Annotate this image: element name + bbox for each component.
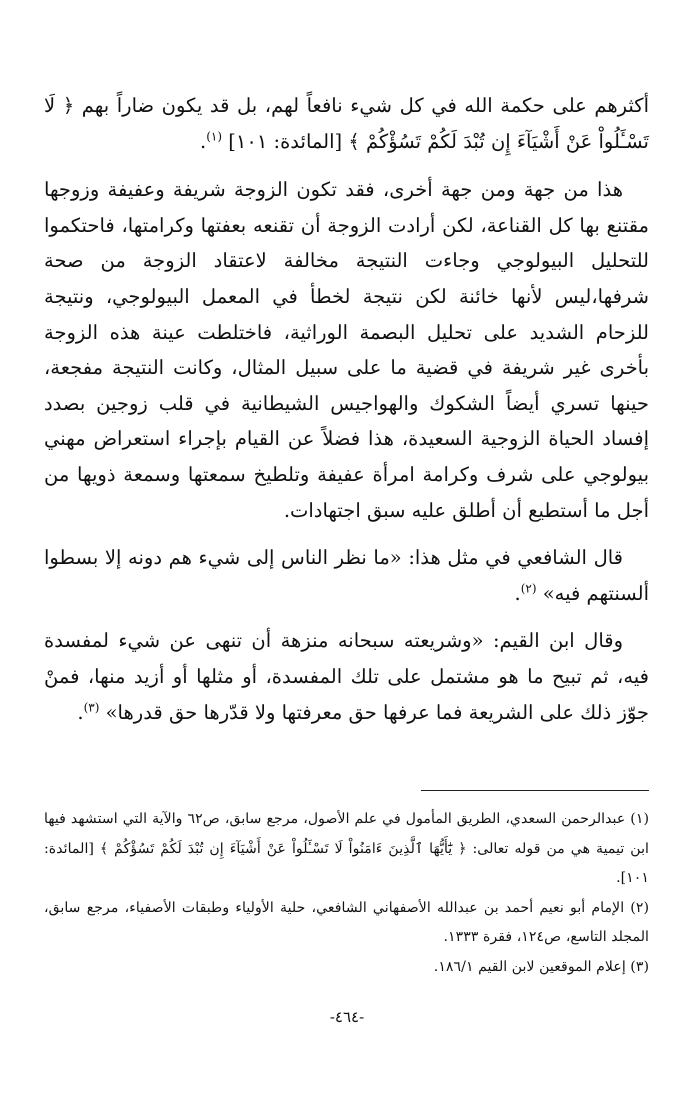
paragraph-3-text: قال الشافعي في مثل هذا: «ما نظر الناس إلى شيء هم دونه إلا بسطوا ألسنتهم فيه» — [44, 546, 649, 605]
paragraph-1-end: . — [200, 129, 207, 153]
footnote-ref-2[interactable]: (٢) — [520, 581, 537, 596]
footnote-1: (١) عبدالرحمن السعدي، الطريق المأمول في علم الأصول، مرجع سابق، ص٦٢ والآية التي استشهد فيها ابن تيمية هي من قوله تعالى: ﴿ يَٰٓأَيُّهَا ٱلَّذِينَ ءَامَنُواْ لَا تَسْـَٔلُواْ عَنْ أَشْيَآءَ إِن تُبْدَ لَكُمْ تَسُؤْكُمْ ﴾ [المائدة: ١٠١]. — [44, 811, 649, 886]
main-text — [44, 88, 649, 742]
paragraph-2-text: هذا من جهة ومن جهة أخرى، فقد تكون الزوجة شريفة وعفيفة وزوجها مقتنع بها كل القناعة، لكن أرادت الزوجة أن تقنعه بعفتها وكرامتها، فاحتكموا للتحليل البيولوجي وجاءت النتيجة مخالفة لاعتقاد الزوجة من صحة شرفها،ليس لأنها خائنة لكن نتيجة لخطأ في المعمل البيولوجي، ونتيجة للزحام الشديد على تحليل البصمة الوراثية، فاختلطت عينة هذه الزوجة بأخرى غير شريفة في قضية ما على سبيل المثال، وكانت النتيجة مفجعة، حينها تسري أيضاً الشكوك والهواجيس الشيطانية في قلب زوجين بصدد إفساد الحياة الزوجية السعيدة، هذا فضلاً عن القيام بإجراء استعراض مهني بيولوجي على شرف وكرامة امرأة عفيفة وتلطيخ سمعتها وسمعة ذويها من أجل ما أستطيع أن أطلق عليه سبق اجتهادات. — [44, 178, 649, 522]
paragraph-1-text: أكثرهم على حكمة الله في كل شيء نافعاً لهم، بل قد يكون ضاراً بهم ﴿ لَا تَسْـَٔلُواْ عَنْ أَشْيَآءَ إِن تُبْدَ لَكُمْ تَسُؤْكُمْ ﴾ [المائدة: ١٠١] — [44, 94, 649, 153]
paragraph-1 — [44, 88, 649, 159]
paragraph-4-end: . — [77, 700, 84, 724]
footnote-ref-1[interactable]: (١) — [206, 129, 223, 144]
paragraph-2 — [44, 172, 649, 528]
paragraph-3-end: . — [514, 581, 521, 605]
footnote-ref-3[interactable]: (٣) — [83, 700, 100, 714]
paragraph-3 — [44, 540, 649, 611]
footnote-3: (٣) إعلام الموقعين لابن القيم ١٨٦/١. — [433, 958, 649, 975]
paragraph-4-text: وقال ابن القيم: «وشريعته سبحانه منزهة أن تنهى عن شيء لمفسدة فيه، ثم تبيح ما هو مشتمل على تلك المفسدة، أو مثلها أو أزيد منها، فمنْ جوّز ذلك على الشريعة فما عرفها حق معرفتها ولا قدّرها حق قدرها» — [44, 629, 649, 724]
footnote-2: (٢) الإمام أبو نعيم أحمد بن عبدالله الأصفهاني الشافعي، حلية الأولياء وطبقات الأصفياء، مرجع سابق، المجلد التاسع، ص١٢٤، فقرة ١٣٣٣. — [44, 899, 649, 945]
page-number: -٤٦٤- — [329, 1008, 365, 1026]
footnotes — [44, 805, 649, 982]
paragraph-4 — [44, 623, 649, 730]
footnote-separator — [421, 790, 649, 791]
